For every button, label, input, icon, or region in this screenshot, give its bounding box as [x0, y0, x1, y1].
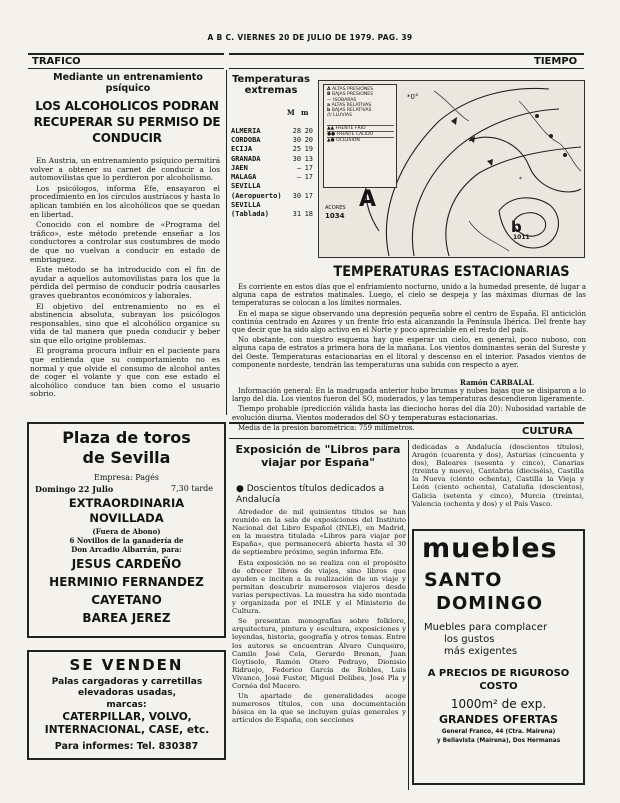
paragraph: Se presentan monografías sobre folklore, arquitectura, pintura y escultura, exposiciones y leyendas, historia, geografía y otros temas. Entre los autores se encuentran Álvaro Cunqueiro, Camilo José Cela, Gerardo Brenan, Juan Goytisolo, Ramón Otero Pedrayo, Dionisio Ridruejo, Federico García de Robles, Luis Vivanco, José Fuster, Miguel Delibes, José Pla y Cornéa del Macero. [232, 617, 406, 690]
legend-item: a ALTAS RELATIVAS [327, 102, 372, 108]
ad-toros-torero-2: HERMINIO FERNANDEZ [49, 575, 204, 589]
map-high-sub: ACORES [325, 205, 346, 211]
ad-muebles-slogan-1: Muebles para complacer [424, 622, 548, 633]
legend-item: A ALTAS PRESIONES [327, 87, 374, 92]
libros-sub-text: Doscientos títulos dedicados a Andalucía [236, 484, 385, 505]
column-divider [226, 70, 227, 415]
paragraph: Es corriente en estos días que el enfriamiento nocturno, unido a la humedad presente, dé lugar a alguna capa de estratos matinales. Luego, el cielo se despeja y las máximas diurnas de las temperaturas se colocan a los límites normales. [232, 283, 586, 308]
legend-item: ▲▲ FRENTE FRIO [327, 125, 394, 131]
ad-venden-line-3: CATERPILLAR, VOLVO, INTERNACIONAL, CASE, etc. [44, 711, 210, 736]
ad-toros-date: Domingo 22 Julio [35, 484, 114, 494]
libros-headline: Exposición de "Libros para viajar por España" [235, 443, 401, 469]
paragraph: Información general: En la madrugada anterior hubo brumas y nubes bajas que se disiparon a lo largo del día. Los vientos fueron del SO, moderados, y las temperaturas descendieron ligeramente. [232, 387, 586, 404]
ad-muebles-offer-2: COSTO [479, 681, 518, 692]
ad-muebles-offer-3: GRANDES OFERTAS [438, 713, 559, 726]
ad-plaza-toros [27, 422, 226, 638]
ad-toros-title-2: de Sevilla [82, 448, 171, 467]
temps-cell-max: 30 [292, 135, 302, 144]
temps-cell-city: GRANADA [231, 154, 261, 163]
temps-cell-city: JAEN [231, 163, 248, 172]
temps-cell-min [302, 182, 314, 191]
temps-cell-city: CORDOBA [231, 135, 261, 144]
paragraph: Media de la presión barométrica: 759 milímetros. [238, 423, 415, 432]
weather-map [318, 80, 585, 258]
section-rule-left [28, 68, 224, 69]
svg-text:*0°: *0° [407, 93, 419, 101]
ad-muebles [412, 529, 585, 785]
temps-cell-max: 31 [292, 210, 302, 219]
ad-toros-title-1: Plaza de toros [62, 428, 191, 447]
temps-cell-min: 17 [304, 173, 313, 182]
paragraph: Este método se ha introducido con el fin de ayudar a aquellos automovilistas para los que la pérdida del permiso de conducir podría causarles graves quebrantos económicos y laborales. [30, 265, 220, 300]
ad-muebles-line-2: SANTO [424, 569, 503, 591]
ad-toros-sub-1: (Fuera de Abono) [92, 527, 161, 536]
ad-se-venden [27, 650, 226, 760]
temps-col-min: m [301, 108, 309, 117]
ad-muebles-offer-1: A PRECIOS DE RIGUROSO [427, 668, 570, 679]
temps-cell-min: 18 [304, 210, 313, 219]
temps-cell-max: 30 [292, 191, 302, 200]
temps-row [230, 172, 314, 181]
ad-venden-line-1: Palas cargadoras y carretillas elevadoras usadas, [51, 677, 203, 698]
temps-cell-min: 13 [304, 154, 313, 163]
map-low-label: b [511, 218, 522, 236]
tiempo-body [232, 283, 586, 371]
ad-toros-event-1: EXTRAORDINARIA [68, 496, 185, 510]
temps-cell-city: ALMERIA [231, 126, 261, 135]
paragraph: Un apartado de generalidades acoge numerosos títulos, con una documentación básica en la que se incluyen guías generales y artículos de España, con secciones [232, 692, 406, 725]
temps-cell-max [290, 182, 302, 191]
paragraph: Conocido con el nombre de «Programa del tráfico», este método pretende enseñar a los conductores a controlar sus costumbres de modo de que no vuelvan a conducir en estado de embriaguez. [30, 220, 220, 264]
legend-item: ●● FRENTE CALIDO [327, 131, 394, 137]
section-trafico: TRAFICO [32, 56, 81, 67]
ad-muebles-address-1: General Franco, 44 (Ctra. Mairena) [441, 729, 556, 735]
paragraph: Los psicólogos, informa Efe, ensayaron el procedimiento en los círculos austríacos y hasta lo aplican también en los alcohólicos que se quedan en libertad. [30, 183, 220, 219]
cultura-continuation [412, 443, 584, 510]
temps-row [230, 145, 314, 154]
map-legend [323, 84, 397, 188]
temps-cell-max: 25 [292, 145, 302, 154]
paragraph: Alrededor de mil quinientos títulos se han reunido en la sala de exposiciones del Instituto Nacional del Libro Español (INLE), en Madrid, en la muestra titulada «Libros para viajar por España», que permanecerá abierta hasta el 30 de septiembre próximo, según informa Efe. [232, 508, 406, 557]
section-rule-right [229, 68, 584, 69]
map-low-value: 1011 [513, 234, 530, 241]
ad-muebles-address-2: y Bellavista (Mairena), Dos Hermanas [436, 738, 561, 744]
ad-toros-empresa: Empresa: Pagés [94, 473, 159, 482]
temps-cell-city: (Aeropuerto) [231, 191, 282, 200]
ad-toros-torero-4: BAREA JEREZ [82, 611, 171, 625]
libros-body [232, 508, 406, 726]
paragraph: En Austria, un entrenamiento psíquico permitirá volver a obtener su carnet de conducir a los automovilistas que lo perdieron por alcoholismo. [30, 156, 220, 183]
tiempo-headline: TEMPERATURAS ESTACIONARIAS [333, 264, 570, 280]
legend-item: B BAJAS PRESIONES [327, 92, 374, 98]
temps-table [230, 126, 314, 219]
temps-cell-city: (Tablada) [231, 210, 269, 219]
paragraph: El objetivo del entrenamiento no es el abstinencia absoluta, subrayan los psicólogos responsables, sino que el alcohólico organice su vida de tal manera que pueda conducir y beber sin que ello origine problemas. [30, 301, 220, 345]
ad-venden-line-2: marcas: [106, 700, 147, 710]
trafico-headline: LOS ALCOHOLICOS PODRAN RECUPERAR SU PERMISO DE CONDUCIR [33, 99, 221, 145]
temps-row [230, 191, 314, 200]
paragraph: En el mapa se sigue observando una depresión pequeña sobre el centro de España. El anticiclón continúa centrado en Azores y un frente frío está alcanzando la Península Ibérica. Del frente hay que decir que ha sido algo activo en el Norte y poco apreciable en el resto del país. [232, 309, 586, 335]
bullet-icon: ● [236, 484, 244, 494]
temps-cell-max: — [296, 163, 302, 172]
legend-item: ▲● OCLUSION [327, 137, 394, 143]
ad-venden-phone: Para informes: Tel. 830387 [54, 741, 199, 752]
temps-title: Temperaturas extremas [232, 74, 310, 96]
cultura-rule-top [229, 422, 584, 424]
temps-row [230, 200, 314, 209]
temps-cell-city: SEVILLA [231, 182, 261, 191]
paragraph: dedicadas a Andalucía (doscientos títulos), Aragón (cuarenta y dos), Asturias (cincuenta y dos), Baleares (sesenta y cinco), Canarias (treinta y nueve), Cantabria (dieciséis), Castilla la Nueva (ciento ochenta), Castilla la Vieja y León (ciento ochenta), Cataluña (doscientos), Galicia (setenta y cinco), Murcia (treinta), Valencia (ochenta y dos) y el País Vasco. [412, 443, 584, 508]
map-high-label: A [359, 187, 377, 212]
map-high-value: 1034 [325, 212, 345, 220]
svg-text:*: * [519, 176, 522, 183]
page-folio: A B C. VIERNES 20 DE JULIO DE 1979. PAG. 39 [207, 33, 413, 42]
cultura-divider [408, 440, 409, 790]
ad-toros-sub-3: Don Arcadio Albarrán, para: [71, 545, 182, 554]
libros-sub [236, 484, 406, 505]
trafico-kicker: Mediante un entrenamiento psíquico [53, 72, 203, 94]
legend-item: b BAJAS RELATIVAS [327, 108, 372, 114]
temps-cell-min [302, 200, 314, 209]
ad-muebles-slogan-2: los gustos [444, 634, 495, 645]
temps-row [230, 154, 314, 163]
temps-row [230, 126, 314, 135]
temps-cell-min: 17 [304, 163, 313, 172]
ad-muebles-line-1: muebles [422, 533, 558, 564]
ad-toros-torero-3: CAYETANO [91, 593, 162, 607]
legend-item: — ISOBARAS [327, 97, 357, 103]
temps-row [230, 135, 314, 144]
temps-cell-max: 30 [292, 154, 302, 163]
temps-cell-max [290, 200, 302, 209]
legend-item: /// LLUVIAS [327, 113, 352, 119]
paragraph: Tiempo probable (predicción válida hasta las dieciocho horas del día 20): Nubosidad variable de evolución diurna. Vientos moderados del SO y temperaturas estacionarias. [232, 405, 586, 422]
section-cultura: CULTURA [522, 426, 573, 437]
ad-toros-event-2: NOVILLADA [89, 511, 164, 525]
temps-col-max: M [287, 108, 295, 117]
temps-row [230, 182, 314, 191]
top-rule-left [28, 53, 224, 55]
temps-cell-max: 28 [292, 126, 302, 135]
ad-venden-title: SE VENDEN [69, 656, 184, 674]
temps-row [230, 163, 314, 172]
ad-toros-time: 7,30 tarde [171, 484, 214, 493]
temps-cell-min: 20 [304, 135, 313, 144]
ad-muebles-area: 1000m² de exp. [450, 697, 547, 711]
temps-cell-city: ECIJA [231, 145, 253, 154]
temps-cell-min: 20 [304, 126, 313, 135]
ad-muebles-slogan-3: más exigentes [444, 646, 518, 657]
temps-cell-max: — [296, 173, 302, 182]
section-tiempo: TIEMPO [534, 56, 578, 67]
temps-cell-city: SEVILLA [231, 201, 261, 210]
paragraph: No obstante, con nuestro esquema hay que esperar un cielo, en general, poco nuboso, con alguna capa de estratos a primera hora de la mañana. Los vientos dominantes serán del Sureste y del Oeste. Temperaturas estacionarias en el litoral y descenso en el interior. Pasados vientos de componente nordeste, tendrán las temperaturas una subida con respecto a ayer. [232, 336, 586, 369]
paragraph: Esta exposición no se realiza con el propósito de ofrecer libros de viajes, sino libros que ayuden e inciten a la realización de un viaje y permitan descubrir numerosos viajeros desde varias perspectivas. La muestra ha sido montada y organizada por el INLE y el Ministerio de Cultura. [232, 558, 406, 616]
trafico-body [30, 157, 220, 401]
temps-row [230, 210, 314, 219]
tiempo-signature: Ramón CARBALAL [460, 378, 534, 387]
top-rule-right [229, 53, 584, 55]
temps-cell-city: MALAGA [231, 173, 257, 182]
temps-cell-min: 17 [304, 191, 313, 200]
ad-muebles-line-3: DOMINGO [436, 593, 543, 614]
cultura-rule-bottom [229, 438, 584, 439]
ad-toros-torero-1: JESUS CARDEÑO [71, 557, 182, 571]
ad-toros-sub-2: 6 Novillos de la ganadería de [69, 536, 184, 545]
temps-cell-min: 19 [304, 145, 313, 154]
paragraph: El programa procura influir en el paciente para que entienda que su comportamiento no es normal y que olvide el consumo de alcohol antes de coger el volante y que con ese estado el alcohólico conduce tan bien como el usuario sobrio. [30, 346, 220, 399]
